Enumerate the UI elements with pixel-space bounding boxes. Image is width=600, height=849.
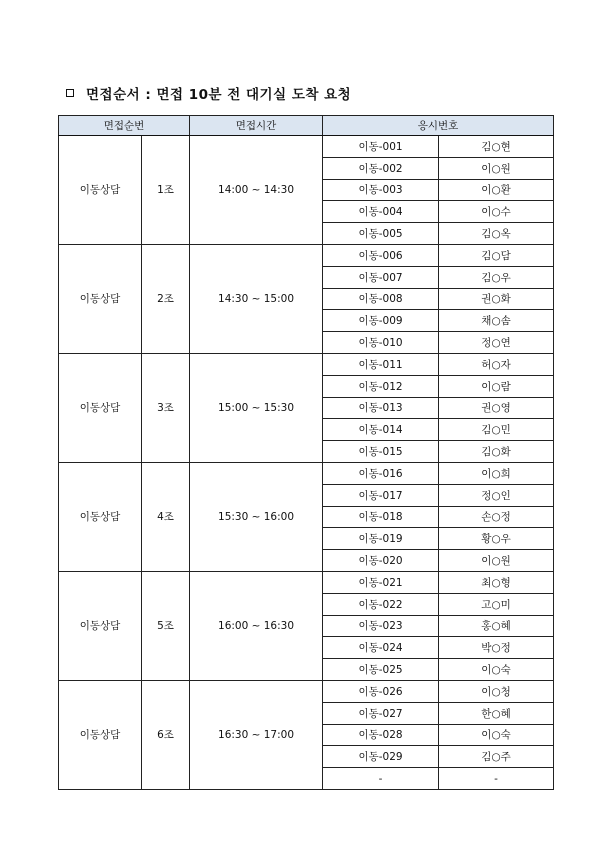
applicant-number-cell: 이동-017 — [323, 484, 439, 506]
heading-text: 면접순서 : 면접 10분 전 대기실 도착 요청 — [86, 87, 352, 103]
table-row — [59, 680, 554, 702]
applicant-number-cell: 이동-004 — [323, 201, 439, 223]
applicant-name-cell: 김○화 — [439, 441, 554, 463]
table-row — [59, 136, 554, 158]
table-header-row — [59, 116, 554, 136]
applicant-name-cell: 이○수 — [439, 201, 554, 223]
applicant-number-cell: 이동-025 — [323, 659, 439, 681]
applicant-number-cell: 이동-029 — [323, 746, 439, 768]
applicant-name-cell: 한○혜 — [439, 702, 554, 724]
header-order: 면접순번 — [59, 116, 190, 136]
header-time: 면접시간 — [190, 116, 323, 136]
applicant-name-cell: 고○미 — [439, 593, 554, 615]
applicant-name-cell: 김○우 — [439, 266, 554, 288]
group-type-cell: 이동상담 — [59, 244, 142, 353]
applicant-name-cell: 손○정 — [439, 506, 554, 528]
applicant-name-cell: - — [439, 768, 554, 790]
applicant-number-cell: 이동-028 — [323, 724, 439, 746]
applicant-number-cell: 이동-024 — [323, 637, 439, 659]
group-time-cell: 14:00 ~ 14:30 — [190, 136, 323, 245]
group-team-cell: 3조 — [142, 353, 190, 462]
applicant-number-cell: 이동-008 — [323, 288, 439, 310]
group-team-cell: 5조 — [142, 571, 190, 680]
applicant-number-cell: 이동-021 — [323, 571, 439, 593]
applicant-number-cell: 이동-018 — [323, 506, 439, 528]
applicant-name-cell: 이○희 — [439, 462, 554, 484]
applicant-name-cell: 이○원 — [439, 157, 554, 179]
table-row — [59, 462, 554, 484]
applicant-name-cell: 박○정 — [439, 637, 554, 659]
group-type-cell: 이동상담 — [59, 571, 142, 680]
applicant-name-cell: 김○현 — [439, 136, 554, 158]
group-team-cell: 4조 — [142, 462, 190, 571]
table-row — [59, 244, 554, 266]
applicant-number-cell: 이동-027 — [323, 702, 439, 724]
applicant-name-cell: 채○솜 — [439, 310, 554, 332]
group-time-cell: 15:30 ~ 16:00 — [190, 462, 323, 571]
applicant-name-cell: 정○연 — [439, 332, 554, 354]
applicant-number-cell: 이동-014 — [323, 419, 439, 441]
applicant-name-cell: 황○우 — [439, 528, 554, 550]
interview-schedule-table — [58, 115, 554, 790]
applicant-number-cell: 이동-020 — [323, 550, 439, 572]
applicant-name-cell: 이○청 — [439, 680, 554, 702]
section-heading — [66, 83, 351, 103]
applicant-number-cell: 이동-026 — [323, 680, 439, 702]
applicant-name-cell: 김○민 — [439, 419, 554, 441]
applicant-number-cell: 이동-003 — [323, 179, 439, 201]
applicant-name-cell: 이○숙 — [439, 724, 554, 746]
applicant-name-cell: 최○형 — [439, 571, 554, 593]
applicant-name-cell: 이○숙 — [439, 659, 554, 681]
checkbox-bullet-icon — [66, 89, 74, 97]
applicant-number-cell: 이동-002 — [323, 157, 439, 179]
header-applicant: 응시번호 — [323, 116, 554, 136]
applicant-number-cell: 이동-010 — [323, 332, 439, 354]
applicant-number-cell: 이동-016 — [323, 462, 439, 484]
group-time-cell: 15:00 ~ 15:30 — [190, 353, 323, 462]
applicant-number-cell: 이동-012 — [323, 375, 439, 397]
applicant-number-cell: 이동-006 — [323, 244, 439, 266]
applicant-number-cell: 이동-011 — [323, 353, 439, 375]
applicant-number-cell: 이동-001 — [323, 136, 439, 158]
group-team-cell: 6조 — [142, 680, 190, 789]
applicant-name-cell: 권○화 — [439, 288, 554, 310]
group-team-cell: 2조 — [142, 244, 190, 353]
group-type-cell: 이동상담 — [59, 680, 142, 789]
applicant-number-cell: - — [323, 768, 439, 790]
applicant-number-cell: 이동-013 — [323, 397, 439, 419]
group-type-cell: 이동상담 — [59, 136, 142, 245]
table-row — [59, 353, 554, 375]
table-row — [59, 571, 554, 593]
group-time-cell: 14:30 ~ 15:00 — [190, 244, 323, 353]
applicant-name-cell: 이○환 — [439, 179, 554, 201]
applicant-number-cell: 이동-023 — [323, 615, 439, 637]
applicant-name-cell: 허○자 — [439, 353, 554, 375]
applicant-number-cell: 이동-009 — [323, 310, 439, 332]
group-type-cell: 이동상담 — [59, 462, 142, 571]
table-body — [59, 136, 554, 790]
group-type-cell: 이동상담 — [59, 353, 142, 462]
group-time-cell: 16:00 ~ 16:30 — [190, 571, 323, 680]
applicant-name-cell: 김○옥 — [439, 223, 554, 245]
applicant-number-cell: 이동-005 — [323, 223, 439, 245]
group-team-cell: 1조 — [142, 136, 190, 245]
applicant-number-cell: 이동-022 — [323, 593, 439, 615]
applicant-name-cell: 김○주 — [439, 746, 554, 768]
applicant-name-cell: 권○영 — [439, 397, 554, 419]
applicant-name-cell: 정○인 — [439, 484, 554, 506]
applicant-number-cell: 이동-015 — [323, 441, 439, 463]
group-time-cell: 16:30 ~ 17:00 — [190, 680, 323, 789]
applicant-name-cell: 이○원 — [439, 550, 554, 572]
applicant-number-cell: 이동-007 — [323, 266, 439, 288]
applicant-name-cell: 이○람 — [439, 375, 554, 397]
applicant-number-cell: 이동-019 — [323, 528, 439, 550]
applicant-name-cell: 홍○혜 — [439, 615, 554, 637]
applicant-name-cell: 김○담 — [439, 244, 554, 266]
